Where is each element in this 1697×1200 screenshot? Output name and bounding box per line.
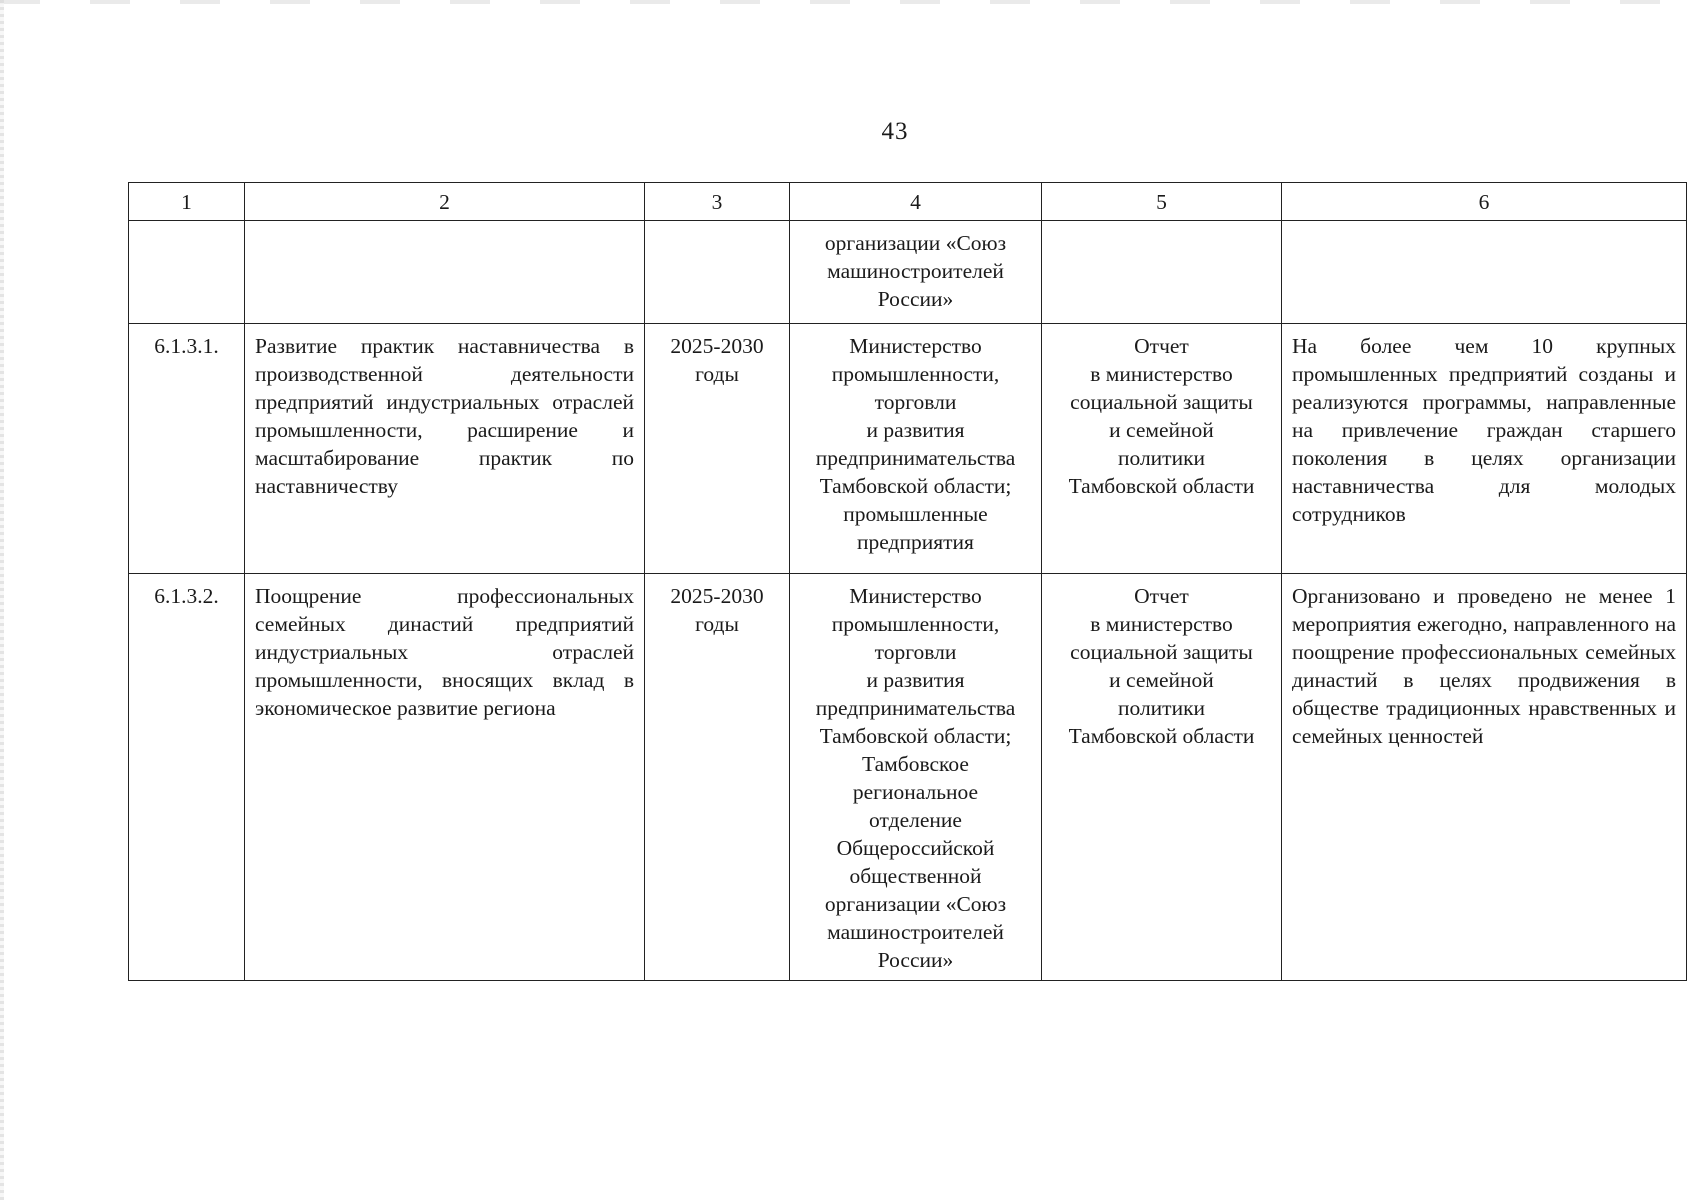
header-col-1: 1 (129, 183, 245, 221)
report-line: социальной защиты (1070, 390, 1253, 414)
row-number: 6.1.3.1. (129, 324, 245, 574)
cont-cell-report (1042, 221, 1282, 324)
executor-line: Общероссийской (836, 836, 995, 860)
header-col-6: 6 (1282, 183, 1687, 221)
executor-line: торговли (874, 390, 957, 414)
period-line: годы (695, 362, 739, 386)
table-header-row (129, 183, 1687, 221)
report-line: в министерство (1090, 612, 1233, 636)
report-line: социальной защиты (1070, 640, 1253, 664)
executor-line: предприятия (857, 530, 974, 554)
report-line: Отчет (1134, 334, 1189, 358)
row-report (1042, 574, 1282, 981)
executor-line: и развития (866, 418, 965, 442)
table-row (129, 324, 1687, 574)
scan-left-edge (0, 0, 4, 1200)
executor-line: Тамбовской области; (819, 724, 1012, 748)
executor-line: промышленности, (831, 612, 1000, 636)
page-number: 43 (881, 118, 909, 145)
cont-cell-name (245, 221, 645, 324)
header-col-2: 2 (245, 183, 645, 221)
header-col-3: 3 (645, 183, 790, 221)
report-line: в министерство (1090, 362, 1233, 386)
executor-line: организации «Союз (824, 892, 1007, 916)
row-executor (790, 574, 1042, 981)
report-line: Отчет (1134, 584, 1189, 608)
cont-cell-executor (790, 221, 1042, 324)
row-period (645, 324, 790, 574)
executor-line: Министерство (849, 584, 982, 608)
executor-line: Тамбовской области; (819, 474, 1012, 498)
executor-line: общественной (849, 864, 982, 888)
activities-table (128, 182, 1687, 981)
cont-executor-line: организации «Союз (824, 231, 1007, 255)
cont-executor-line: машиностроителей (827, 259, 1004, 283)
executor-line: России» (877, 948, 954, 972)
row-number: 6.1.3.2. (129, 574, 245, 981)
report-line: политики (1117, 696, 1206, 720)
executor-line: региональное (852, 780, 979, 804)
table-row-continuation (129, 221, 1687, 324)
executor-line: предпринимательства (815, 696, 1016, 720)
executor-line: Министерство (849, 334, 982, 358)
executor-line: машиностроителей (827, 920, 1004, 944)
header-col-4: 4 (790, 183, 1042, 221)
executor-line: торговли (874, 640, 957, 664)
report-line: политики (1117, 446, 1206, 470)
executor-line: промышленности, (831, 362, 1000, 386)
table-row (129, 574, 1687, 981)
row-period (645, 574, 790, 981)
row-report (1042, 324, 1282, 574)
report-line: и семейной (1109, 668, 1214, 692)
executor-line: предпринимательства (815, 446, 1016, 470)
cont-cell-number (129, 221, 245, 324)
header-col-5: 5 (1042, 183, 1282, 221)
report-line: Тамбовской области (1068, 474, 1255, 498)
report-line: и семейной (1109, 418, 1214, 442)
cont-cell-result (1282, 221, 1687, 324)
row-activity-name: Развитие практик наставничества в производственной деятельности предприятий индустриальных отраслей промышленности, расширение и масштабирование практик по наставничеству (245, 324, 645, 574)
row-result: На более чем 10 крупных промышленных предприятий созданы и реализуются программы, направленные на привлечение граждан старшего поколения в целях организации наставничества для молодых сотрудников (1282, 324, 1687, 574)
executor-line: Тамбовское (862, 752, 969, 776)
period-line: 2025-2030 (670, 334, 764, 358)
period-line: 2025-2030 (670, 584, 764, 608)
report-line: Тамбовской области (1068, 724, 1255, 748)
executor-line: промышленные (843, 502, 988, 526)
row-result: Организовано и проведено не менее 1 мероприятия ежегодно, направленного на поощрение профессиональных семейных династий в целях продвижения в обществе традиционных нравственных и семейных ценностей (1282, 574, 1687, 981)
row-executor (790, 324, 1042, 574)
cont-cell-period (645, 221, 790, 324)
scan-top-edge (0, 0, 1697, 4)
executor-line: и развития (866, 668, 965, 692)
row-activity-name: Поощрение профессиональных семейных династий предприятий индустриальных отраслей промышленности, вносящих вклад в экономическое развитие региона (245, 574, 645, 981)
executor-line: отделение (869, 808, 962, 832)
cont-executor-line: России» (877, 287, 954, 311)
period-line: годы (695, 612, 739, 636)
